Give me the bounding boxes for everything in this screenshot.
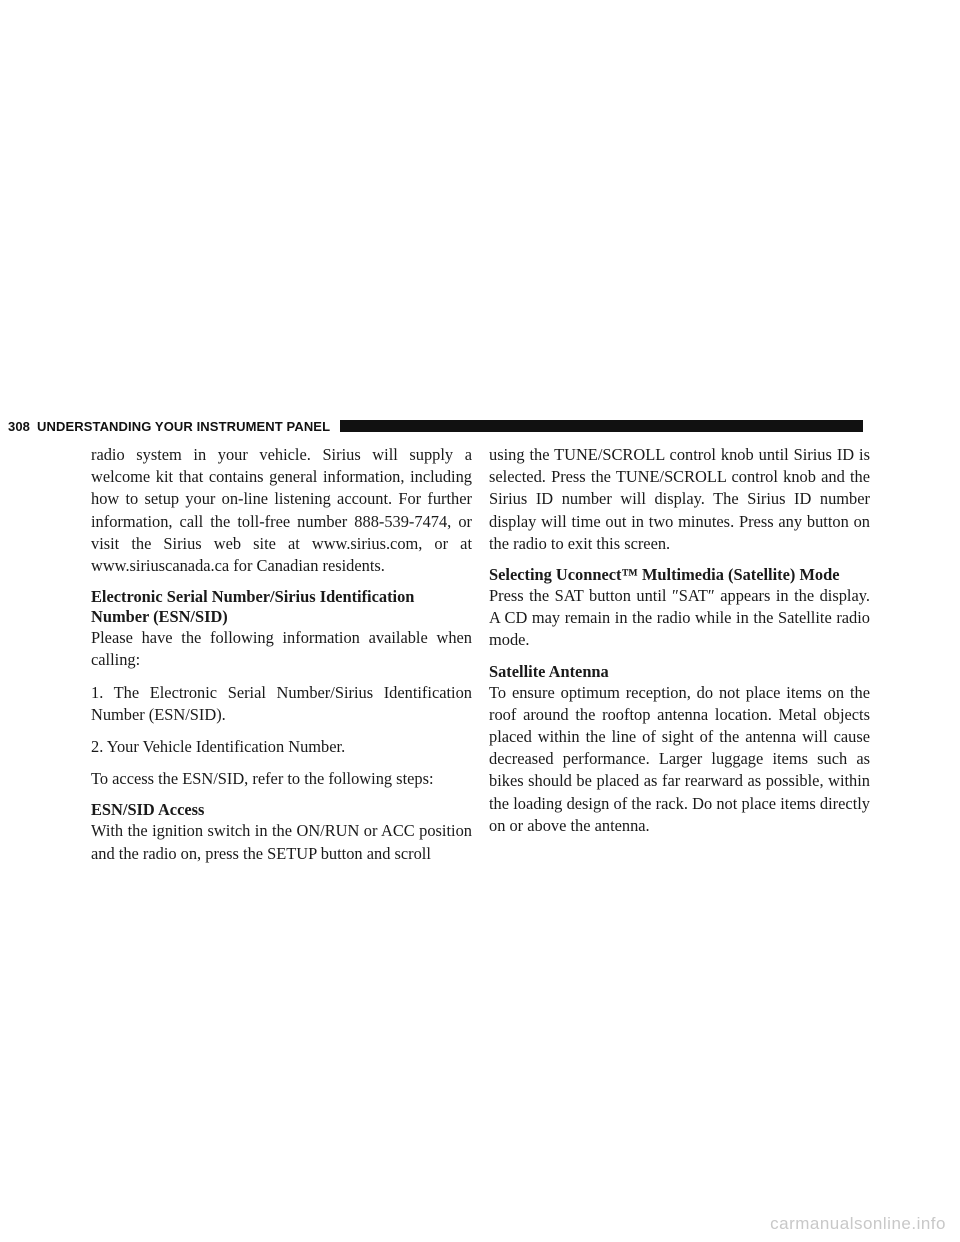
- satellite-antenna-paragraph: To ensure optimum reception, do not place items on the roof around the rooftop antenna location. Metal objects placed within the line of sight of the antenna will cause decreased performance. Larger luggage items such as bikes should be placed as far rearward as possible, within the loading design of the rack. Do not place items directly on or above the antenna.: [489, 682, 870, 835]
- esn-heading: Electronic Serial Number/Sirius Identification Number (ESN/SID): [91, 587, 415, 627]
- satellite-mode-heading: Selecting Uconnect™ Multimedia (Satellite) Mode: [489, 565, 840, 585]
- satellite-mode-paragraph: Press the SAT button until ″SAT″ appears in the display. A CD may remain in the radio while in the Satellite radio mode.: [489, 586, 870, 650]
- list-item-vin: 2. Your Vehicle Identification Number.: [91, 737, 346, 757]
- left-column: [91, 444, 472, 865]
- watermark: carmanualsonline.info: [770, 1214, 946, 1233]
- right-column: [489, 444, 870, 837]
- list-item-esn: 1. The Electronic Serial Number/Sirius Identification Number (ESN/SID).: [91, 682, 472, 724]
- esn-access-heading: ESN/SID Access: [91, 800, 205, 820]
- satellite-antenna-heading: Satellite Antenna: [489, 661, 609, 681]
- esn-access-paragraph: With the ignition switch in the ON/RUN or ACC position and the radio on, press the SETUP button and scroll: [91, 821, 472, 863]
- page-number: 308: [8, 418, 30, 434]
- header-rule: [340, 420, 863, 432]
- section-title: UNDERSTANDING YOUR INSTRUMENT PANEL: [37, 418, 331, 434]
- access-intro-paragraph: To access the ESN/SID, refer to the following steps:: [91, 769, 434, 789]
- continued-paragraph: using the TUNE/SCROLL control knob until Sirius ID is selected. Press the TUNE/SCROLL control knob and the Sirius ID number will display. The Sirius ID number display will time out in two minutes. Press any button on the radio to exit this screen.: [489, 445, 870, 553]
- esn-paragraph: Please have the following information available when calling:: [91, 628, 472, 670]
- intro-paragraph: radio system in your vehicle. Sirius will supply a welcome kit that contains general information, including how to setup your on-line listening account. For further information, call the toll-free number 888-539-7474, or visit the Sirius web site at www.sirius.com, or at www.siriuscanada.ca for Canadian residents.: [91, 445, 472, 576]
- page-header: [8, 419, 863, 433]
